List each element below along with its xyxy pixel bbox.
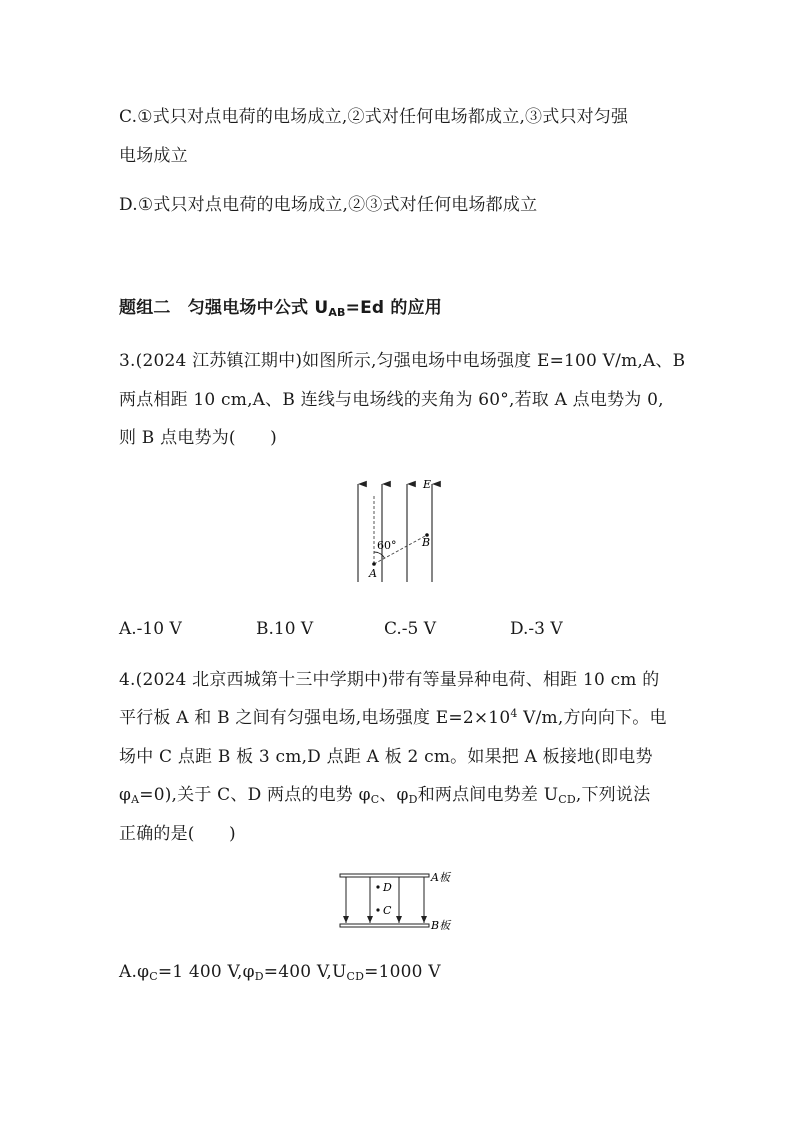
option-c-line2: 电场成立 bbox=[119, 146, 188, 166]
label-b: B bbox=[422, 536, 431, 549]
q4-plates-diagram bbox=[336, 868, 466, 934]
q4-line1: 4.(2024 北京西城第十三中学期中)带有等量异种电荷、相距 10 cm 的 bbox=[119, 670, 660, 690]
q3-option-a: A.-10 V bbox=[119, 619, 182, 639]
plate-a bbox=[340, 874, 429, 877]
q3-line3: 则 B 点电势为( ) bbox=[119, 428, 277, 448]
plate-b bbox=[340, 924, 429, 927]
q4-line5: 正确的是( ) bbox=[119, 824, 236, 844]
q4-line2: 平行板 A 和 B 之间有匀强电场,电场强度 $E=2\times 10^4$ V/m,方向向下。电 bbox=[119, 707, 667, 728]
point-c bbox=[376, 908, 379, 911]
label-a: A bbox=[369, 567, 377, 580]
label-d: D bbox=[383, 881, 392, 894]
q3-line2: 两点相距 10 cm,A、B 连线与电场线的夹角为 60°,若取 A 点电势为 0, bbox=[119, 390, 664, 410]
q3-line1: 3.(2024 江苏镇江期中)如图所示,匀强电场中电场强度 E=100 V/m,A、B bbox=[119, 351, 686, 371]
label-plate-b: B板 bbox=[431, 919, 451, 932]
q3-field-diagram bbox=[345, 476, 445, 588]
q3-option-d: D.-3 V bbox=[510, 619, 563, 639]
option-d: D.①式只对点电荷的电场成立,②③式对任何电场都成立 bbox=[119, 195, 538, 215]
point-d bbox=[376, 885, 379, 888]
q4-line4: $\varphi_A=0$),关于 C、D 两点的电势 $\varphi_C$、$\varphi_D$和两点间电势差 $U_{CD}$,下列说法 bbox=[119, 785, 651, 806]
point-a bbox=[372, 562, 376, 566]
label-e: E bbox=[423, 478, 432, 491]
section-heading: 题组二 匀强电场中公式 $U_{AB}=Ed$ 的应用 bbox=[119, 298, 442, 319]
q4-line3: 场中 C 点距 B 板 3 cm,D 点距 A 板 2 cm。如果把 A 板接地(即电势 bbox=[119, 747, 653, 767]
q3-option-b: B.10 V bbox=[256, 619, 314, 639]
angle-arc bbox=[374, 552, 385, 558]
option-c-line1: C.①式只对点电荷的电场成立,②式对任何电场都成立,③式只对匀强 bbox=[119, 107, 629, 127]
q4-option-a: $A.\varphi_C=1$ 400 $V,\varphi_D=400$ $V,U_{CD}=1000$ V bbox=[119, 962, 441, 983]
q3-option-c: C.-5 V bbox=[384, 619, 437, 639]
label-c: C bbox=[383, 904, 392, 917]
label-angle: 60° bbox=[377, 539, 397, 552]
label-plate-a: A板 bbox=[431, 871, 450, 884]
